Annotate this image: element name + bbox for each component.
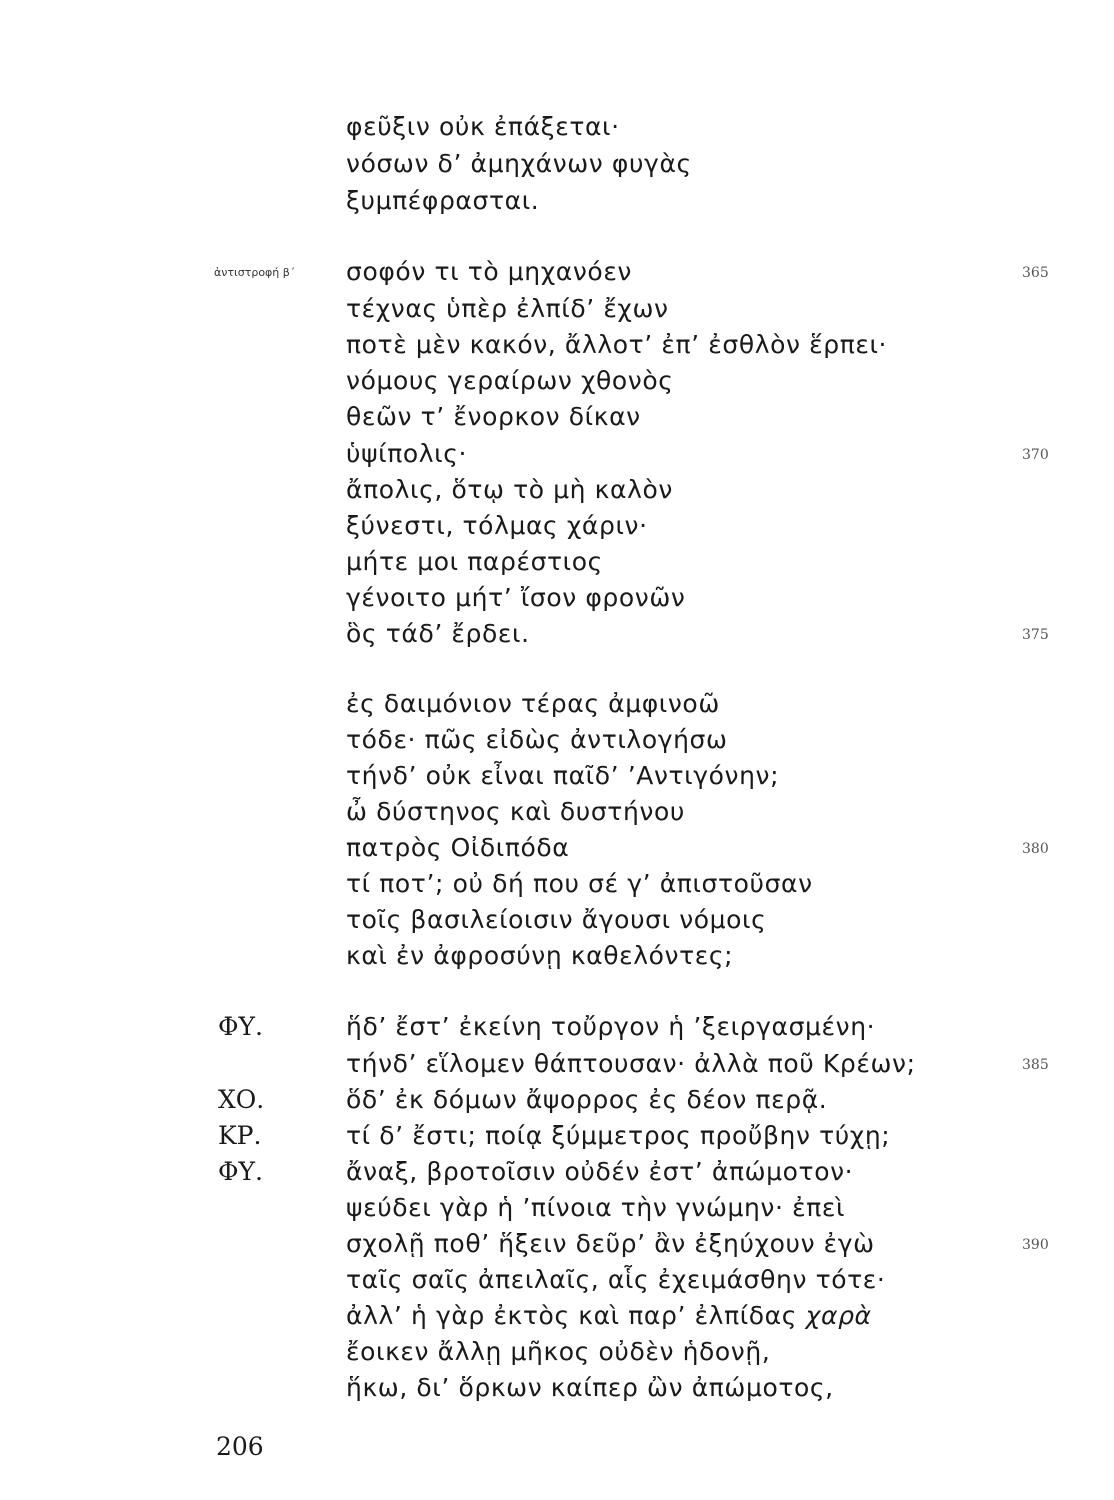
speaker-label: ΧΟ. xyxy=(218,1085,265,1114)
verse-line: ἥδ’ ἔστ’ ἐκείνη τοὔργον ἡ ’ξειργασμένη· xyxy=(346,1012,876,1041)
verse-line: ποτὲ μὲν κακόν, ἄλλοτ’ ἐπ’ ἐσθλὸν ἕρπει· xyxy=(346,330,888,359)
verse-line: ψεύδει γὰρ ἡ ’πίνοια τὴν γνώμην· ἐπεὶ xyxy=(346,1193,846,1222)
line-number: 365 xyxy=(1022,265,1049,281)
line-number: 380 xyxy=(1022,841,1049,857)
verse-line: τοῖς βασιλείοισιν ἄγουσι νόμοις xyxy=(346,905,767,934)
verse-line: καὶ ἐν ἀφροσύνῃ καθελόντες; xyxy=(346,941,734,970)
page-number: 206 xyxy=(216,1432,264,1461)
verse-line: φεῦξιν οὐκ ἐπάξεται· xyxy=(346,112,620,141)
verse-line: τί δ’ ἔστι; ποίᾳ ξύμμετρος προὔβην τύχῃ; xyxy=(346,1121,891,1150)
line-number: 375 xyxy=(1022,627,1049,643)
verse-line: ὃς τάδ’ ἔρδει. xyxy=(346,619,530,648)
verse-line: ἐς δαιμόνιον τέρας ἀμφινοῶ xyxy=(346,689,720,718)
verse-line: τέχνας ὑπὲρ ἐλπίδ’ ἔχων xyxy=(346,294,669,323)
verse-line: γένοιτο μήτ’ ἴσον φρονῶν xyxy=(346,583,686,612)
verse-line xyxy=(346,1301,872,1331)
speaker-label: ΚΡ. xyxy=(218,1121,262,1150)
verse-line: ὑψίπολις· xyxy=(346,439,468,468)
verse-line: ξύνεστι, τόλμας χάριν· xyxy=(346,511,648,540)
italic-word: χαρὰ xyxy=(805,1301,872,1330)
verse-line: ἥκω, δι’ ὅρκων καίπερ ὢν ἀπώμοτος, xyxy=(346,1373,834,1402)
verse-line: τί ποτ’; οὐ δή που σέ γ’ ἀπιστοῦσαν xyxy=(346,869,813,898)
verse-line: νόμους γεραίρων χθονὸς xyxy=(346,366,674,395)
verse-line: ἔοικεν ἄλλῃ μῆκος οὐδὲν ἡδονῇ, xyxy=(346,1337,771,1366)
verse-line: πατρὸς Οἰδιπόδα xyxy=(346,833,570,862)
line-number: 370 xyxy=(1022,447,1049,463)
speaker-label: ΦΥ. xyxy=(218,1157,263,1186)
verse-line: τήνδ’ εἵλομεν θάπτουσαν· ἀλλὰ ποῦ Κρέων; xyxy=(346,1049,916,1078)
verse-line: θεῶν τ’ ἔνορκον δίκαν xyxy=(346,402,641,431)
verse-line: ἄναξ, βροτοῖσιν οὐδέν ἐστ’ ἀπώμοτον· xyxy=(346,1157,854,1186)
verse-line: ταῖς σαῖς ἀπειλαῖς, αἷς ἐχειμάσθην τότε· xyxy=(346,1265,886,1294)
verse-line: νόσων δ’ ἀμηχάνων φυγὰς xyxy=(346,149,692,178)
verse-line: μήτε μοι παρέστιος xyxy=(346,547,603,576)
verse-line: ὦ δύστηνος καὶ δυστήνου xyxy=(346,797,685,826)
verse-line: ὅδ’ ἐκ δόμων ἄψορρος ἐς δέον περᾷ. xyxy=(346,1085,828,1114)
speaker-label: ΦΥ. xyxy=(218,1012,263,1041)
verse-line: τόδε· πῶς εἰδὼς ἀντιλογήσω xyxy=(346,725,728,754)
line-number: 385 xyxy=(1022,1057,1049,1073)
verse-line: ξυμπέφρασται. xyxy=(346,186,540,215)
verse-line: ἄπολις, ὅτῳ τὸ μὴ καλὸν xyxy=(346,475,673,504)
verse-line: σοφόν τι τὸ μηχανόεν xyxy=(346,257,632,286)
line-number: 390 xyxy=(1022,1237,1049,1253)
section-label: ἀντιστροφή β´ xyxy=(214,266,296,279)
verse-text: ἀλλ’ ἡ γὰρ ἐκτὸς καὶ παρ’ ἐλπίδας xyxy=(346,1301,798,1330)
verse-line: σχολῇ ποθ’ ἥξειν δεῦρ’ ἂν ἐξηύχουν ἐγὼ xyxy=(346,1229,875,1258)
verse-line: τήνδ’ οὐκ εἶναι παῖδ’ ’Αντιγόνην; xyxy=(346,761,780,790)
